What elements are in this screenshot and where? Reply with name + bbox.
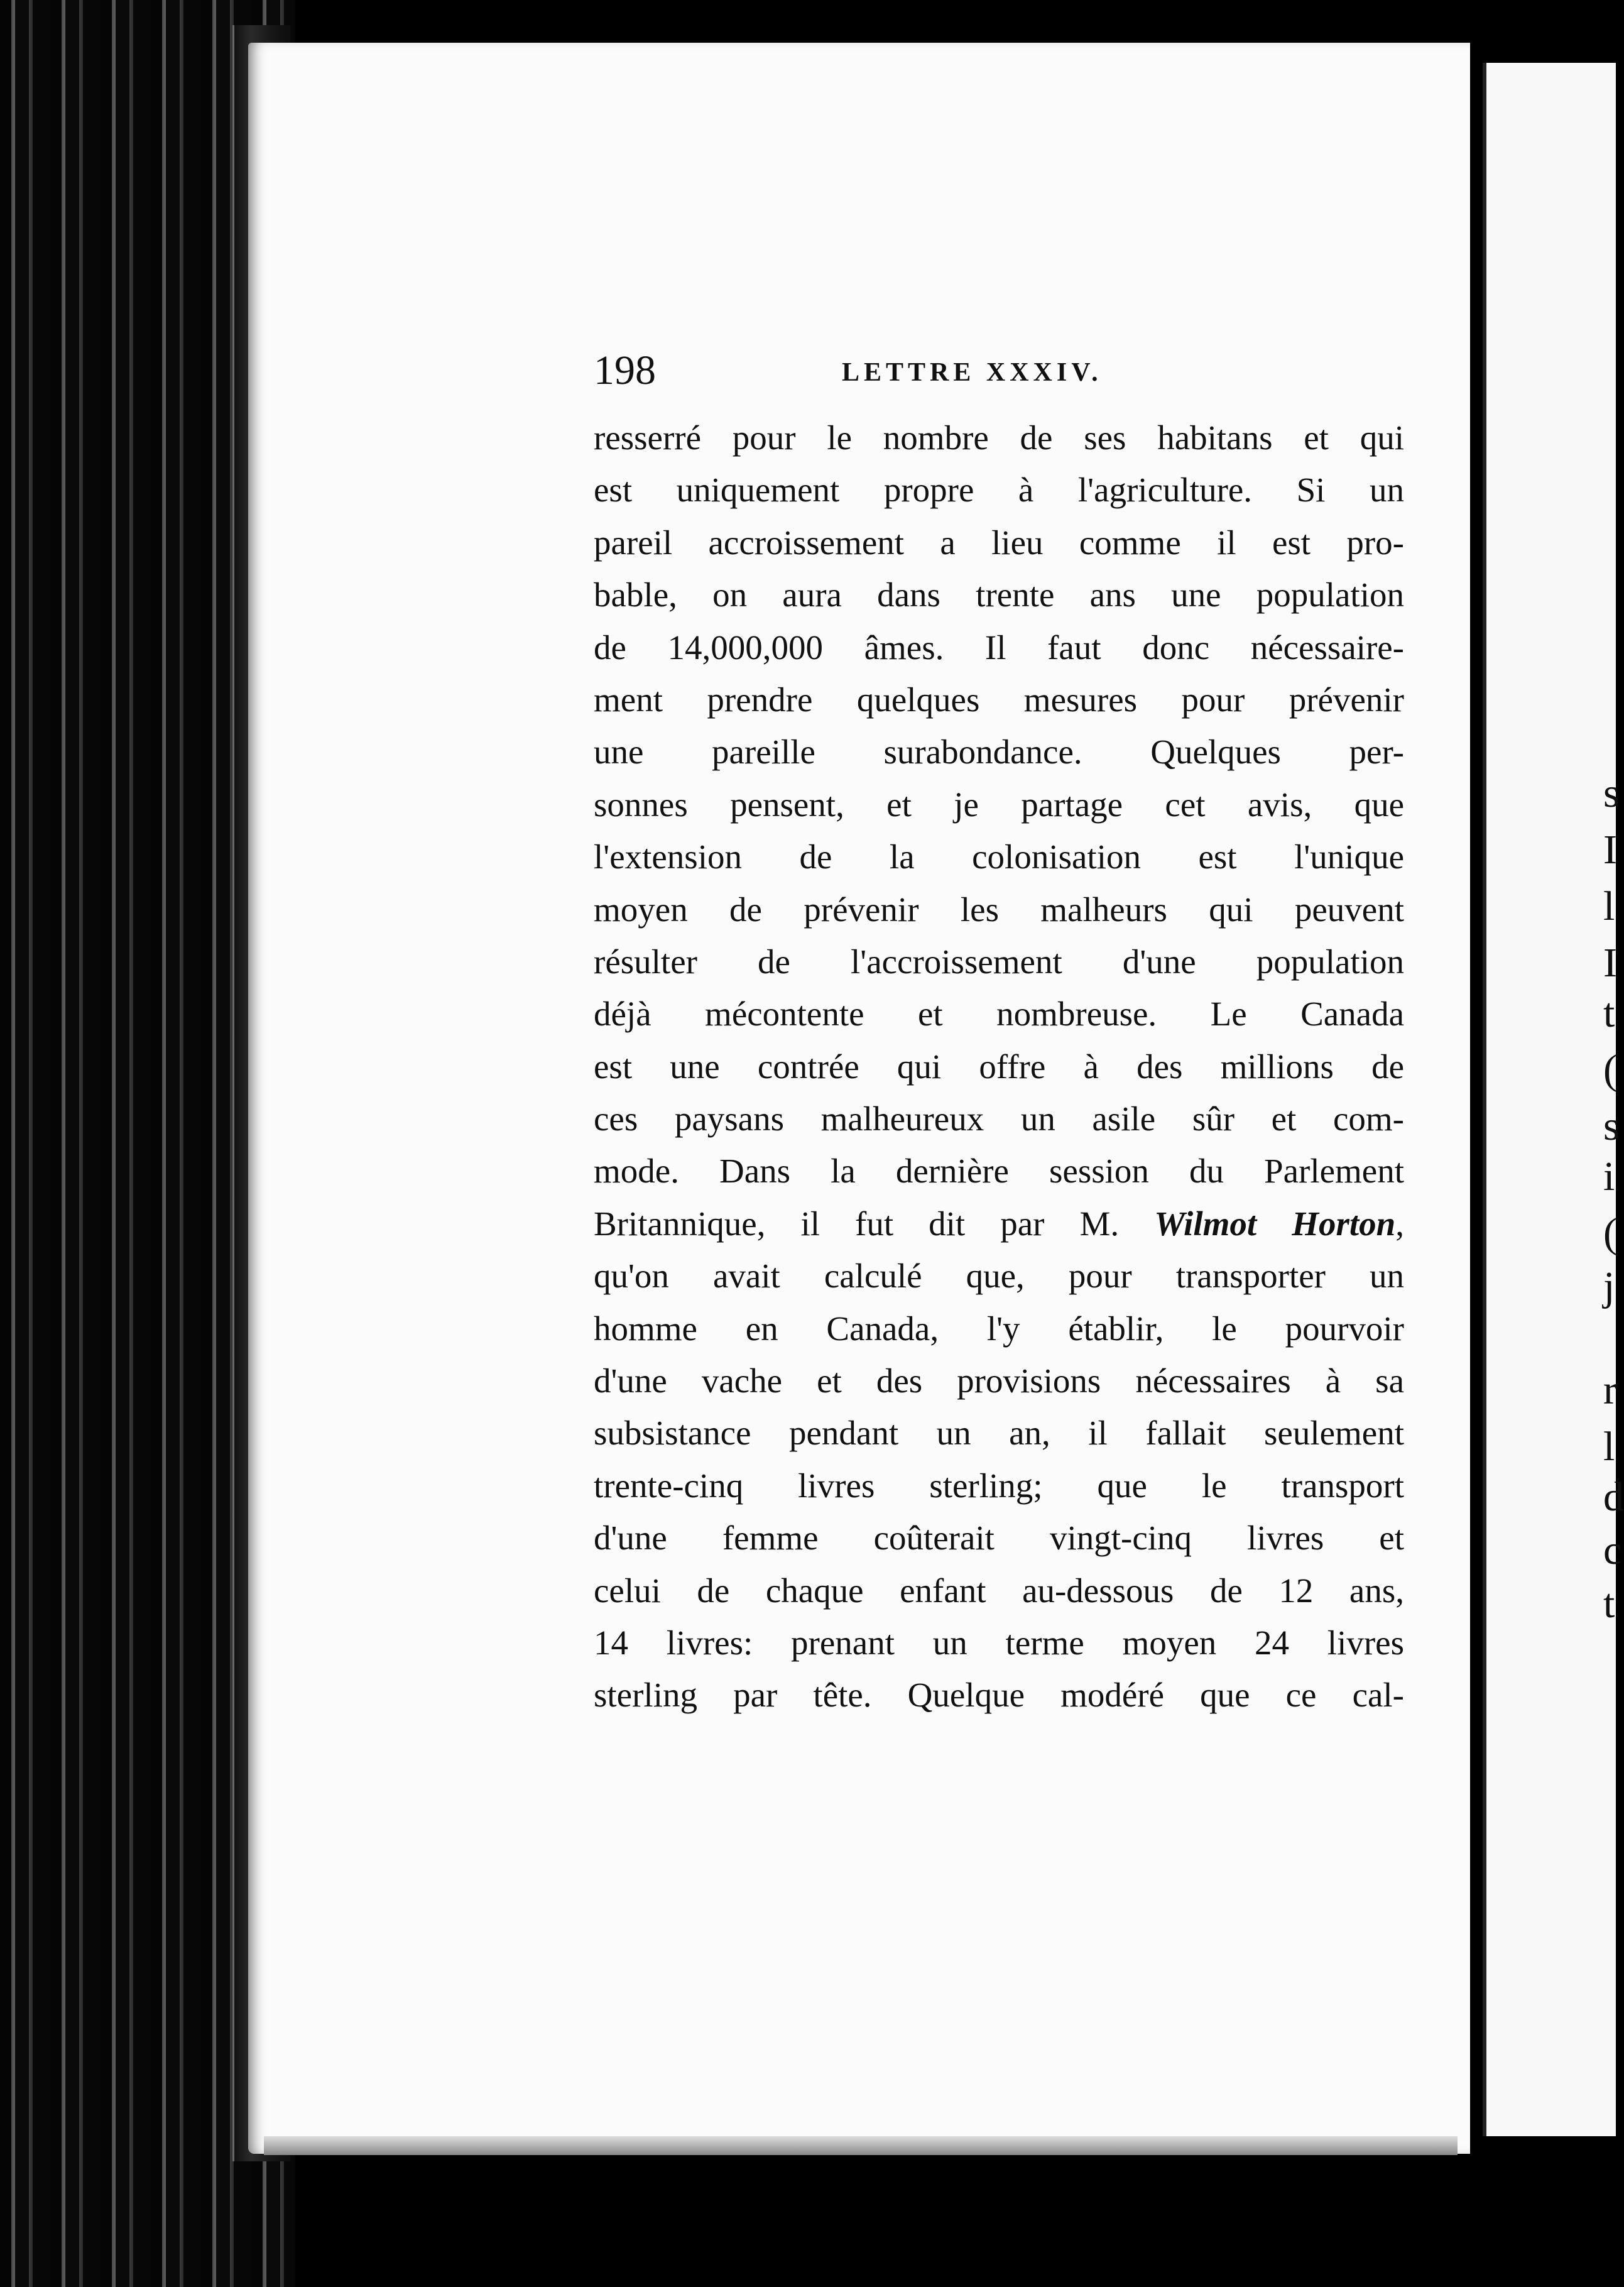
text-line: une pareille surabondance. Quelques per-	[594, 733, 1404, 772]
text-line: celui de chaque enfant au-dessous de 12 ans,	[594, 1571, 1404, 1610]
facing-page-fragment: j	[1603, 1264, 1615, 1309]
text-segment: ,	[1395, 1204, 1405, 1243]
running-title: LETTRE XXXIV.	[842, 358, 1103, 387]
facing-page-fragment: I	[1603, 827, 1617, 873]
text-line: moyen de prévenir les malheurs qui peuvent	[594, 890, 1404, 929]
text-line: déjà mécontente et nombreuse. Le Canada	[594, 995, 1404, 1034]
facing-page-fragment: s	[1603, 1103, 1620, 1149]
text-line: de 14,000,000 âmes. Il faut donc nécessaire-	[594, 628, 1404, 667]
text-line: d'une femme coûterait vingt-cinq livres et	[594, 1519, 1404, 1558]
text-line: d'une vache et des provisions nécessaires à sa	[594, 1362, 1404, 1400]
facing-page-fragment: (	[1603, 1210, 1617, 1256]
text-line: sterling par tête. Quelque modéré que ce cal-	[594, 1676, 1404, 1715]
text-line: trente-cinq livres sterling; que le transport	[594, 1466, 1404, 1505]
text-line: bable, on aura dans trente ans une population	[594, 576, 1404, 614]
facing-page	[1483, 63, 1624, 2136]
facing-page-fragment: c	[1603, 1527, 1622, 1573]
text-line: resserré pour le nombre de ses habitans et qui	[594, 418, 1404, 457]
page-header	[594, 346, 1404, 396]
facing-page-fragment: i	[1603, 1154, 1615, 1199]
text-line: résulter de l'accroissement d'une population	[594, 942, 1404, 981]
page-bottom-edge	[264, 2136, 1458, 2155]
text-line: 14 livres: prenant un terme moyen 24 livres	[594, 1623, 1404, 1662]
text-line-with-name	[594, 1198, 1404, 1250]
facing-page-fragment: r	[1603, 1367, 1617, 1413]
text-segment: Britannique, il fut dit par M.	[594, 1204, 1120, 1243]
text-line: l'extension de la colonisation est l'unique	[594, 838, 1404, 876]
text-line: ces paysans malheureux un asile sûr et com-	[594, 1100, 1404, 1138]
text-line: est uniquement propre à l'agriculture. Si un	[594, 471, 1404, 510]
facing-page-fragment: t	[1603, 1581, 1615, 1627]
facing-page-fragment: (	[1603, 1047, 1617, 1093]
person-name-italic: Wilmot Horton	[1154, 1204, 1396, 1243]
text-line: mode. Dans la dernière session du Parlement	[594, 1152, 1404, 1191]
text-line: qu'on avait calculé que, pour transporter un	[594, 1257, 1404, 1296]
text-line: est une contrée qui offre à des millions de	[594, 1047, 1404, 1086]
text-line: ment prendre quelques mesures pour prévenir	[594, 680, 1404, 719]
page-body-text	[594, 412, 1404, 1722]
facing-page-fragment: s	[1603, 770, 1620, 816]
text-line: subsistance pendant un an, il fallait seulement	[594, 1414, 1404, 1453]
text-line: sonnes pensent, et je partage cet avis, que	[594, 785, 1404, 824]
facing-page-fragment: d	[1603, 1474, 1624, 1520]
text-line: homme en Canada, l'y établir, le pourvoir	[594, 1309, 1404, 1348]
facing-page-fragment: l	[1603, 883, 1615, 929]
facing-page-fragment: I	[1603, 940, 1617, 986]
page-number: 198	[594, 347, 656, 393]
text-line: pareil accroissement a lieu comme il est pro-	[594, 523, 1404, 562]
facing-page-fragment: t	[1603, 990, 1615, 1036]
facing-page-fragment: l	[1603, 1424, 1615, 1470]
